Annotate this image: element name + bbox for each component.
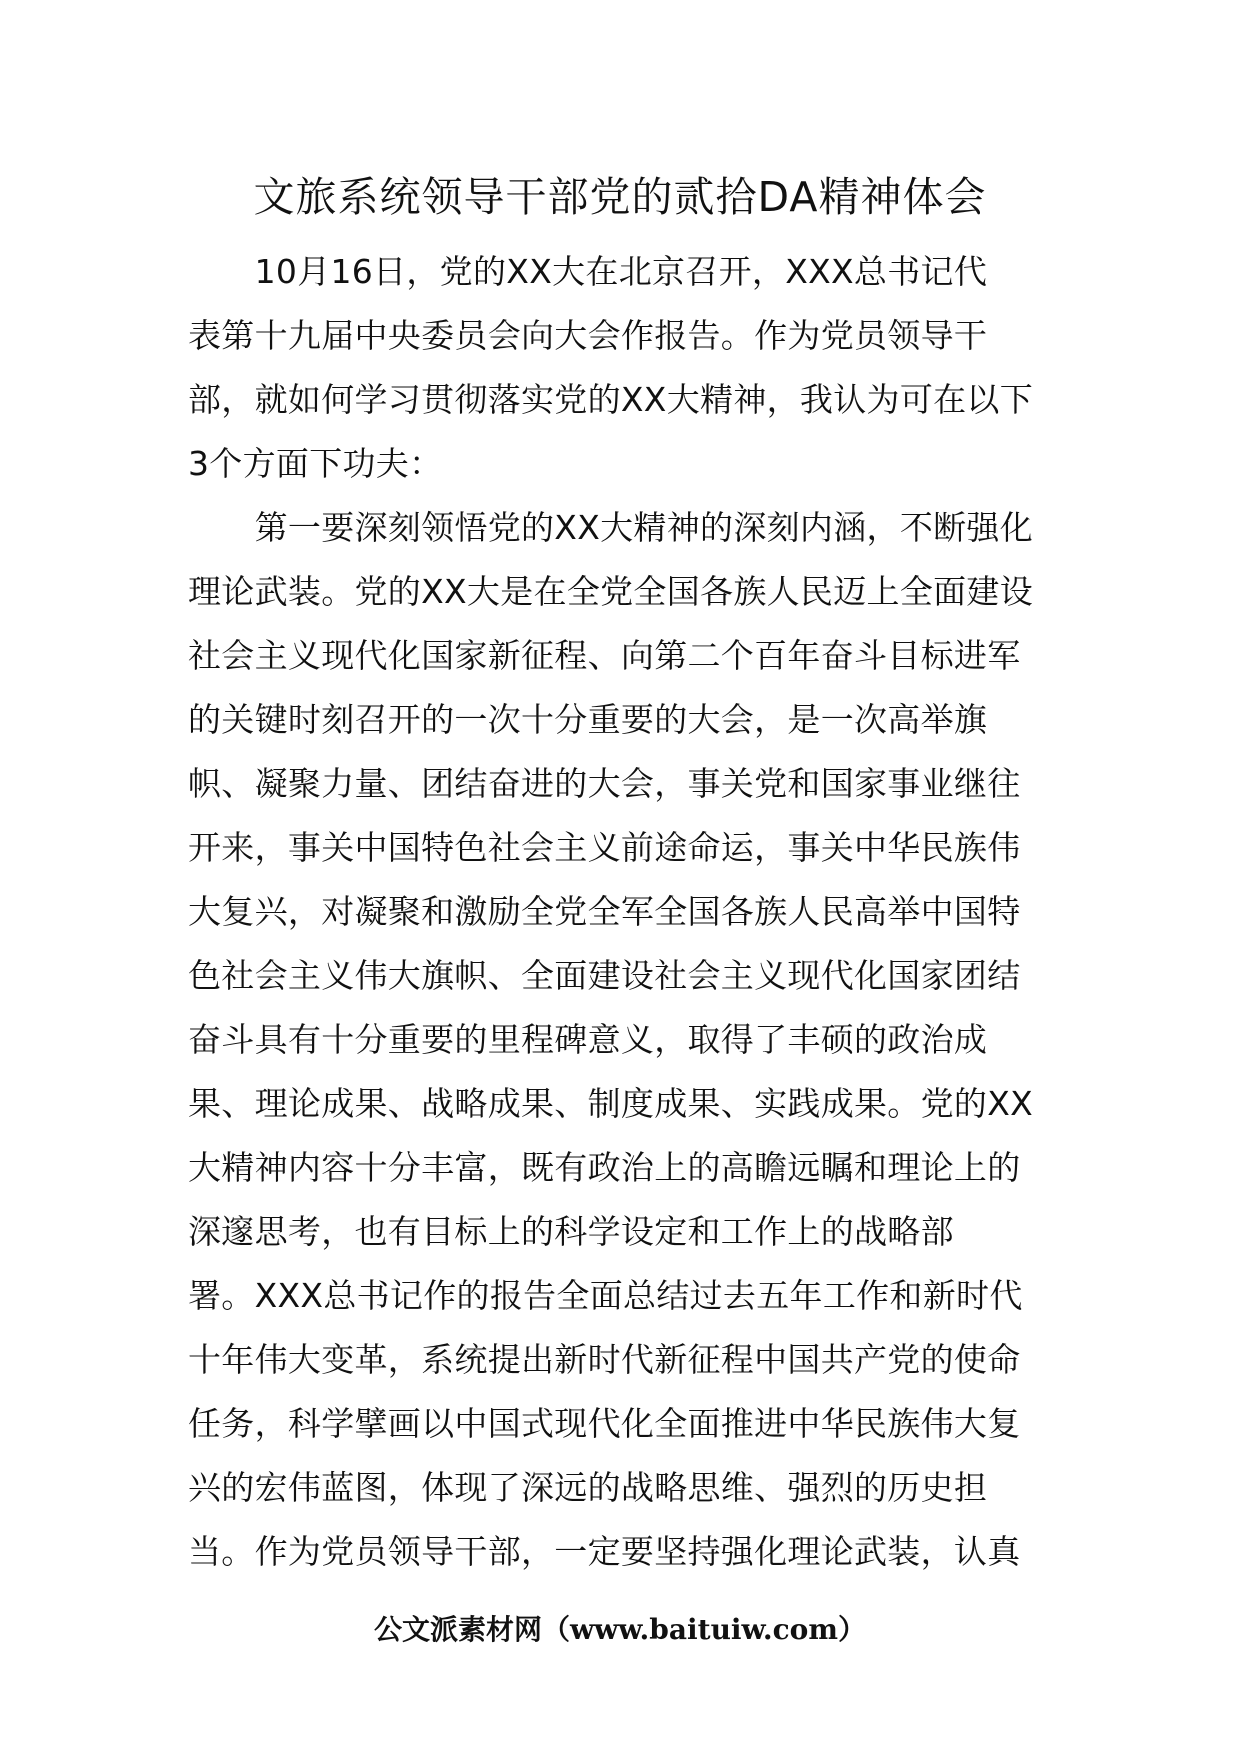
- body-line: 十年伟大变革，系统提出新时代新征程中国共产党的使命: [188, 1340, 1021, 1379]
- body-line: 社会主义现代化国家新征程、向第二个百年奋斗目标进军: [188, 636, 1021, 675]
- body-line: 帜、凝聚力量、团结奋进的大会，事关党和国家事业继往: [188, 764, 1021, 803]
- body-line: 表第十九届中央委员会向大会作报告。作为党员领导干: [188, 316, 988, 355]
- body-line: 大精神内容十分丰富，既有政治上的高瞻远瞩和理论上的: [188, 1148, 1021, 1187]
- body-line: 10月16日，党的XX大在北京召开，XXX总书记代: [188, 252, 988, 291]
- body-line: 第一要深刻领悟党的XX大精神的深刻内涵，不断强化: [188, 508, 1034, 547]
- footer-watermark: 公文派素材网（www.baituiw.com）: [374, 1613, 866, 1646]
- body-line: 的关键时刻召开的一次十分重要的大会，是一次高举旗: [188, 700, 988, 739]
- document-body: [188, 240, 1058, 1584]
- body-line: 开来，事关中国特色社会主义前途命运，事关中华民族伟: [188, 828, 1021, 867]
- document-title: 文旅系统领导干部党的贰拾DA精神体会: [253, 173, 987, 221]
- body-line: 当。作为党员领导干部，一定要坚持强化理论武装，认真: [188, 1532, 1021, 1571]
- body-line: 奋斗具有十分重要的里程碑意义，取得了丰硕的政治成: [188, 1020, 988, 1059]
- body-line: 色社会主义伟大旗帜、全面建设社会主义现代化国家团结: [188, 956, 1021, 995]
- body-line: 署。XXX总书记作的报告全面总结过去五年工作和新时代: [188, 1276, 1023, 1315]
- body-line: 果、理论成果、战略成果、制度成果、实践成果。党的XX: [188, 1084, 1034, 1123]
- body-line: 理论武装。党的XX大是在全党全国各族人民迈上全面建设: [188, 572, 1034, 611]
- body-line: 深邃思考，也有目标上的科学设定和工作上的战略部: [188, 1212, 954, 1251]
- body-line: 大复兴，对凝聚和激励全党全军全国各族人民高举中国特: [188, 892, 1021, 931]
- body-line: 部，就如何学习贯彻落实党的XX大精神，我认为可在以下: [188, 380, 1034, 419]
- body-line: 3个方面下功夫：: [188, 444, 443, 483]
- body-line: 兴的宏伟蓝图，体现了深远的战略思维、强烈的历史担: [188, 1468, 988, 1507]
- body-line: 任务，科学擘画以中国式现代化全面推进中华民族伟大复: [188, 1404, 1021, 1443]
